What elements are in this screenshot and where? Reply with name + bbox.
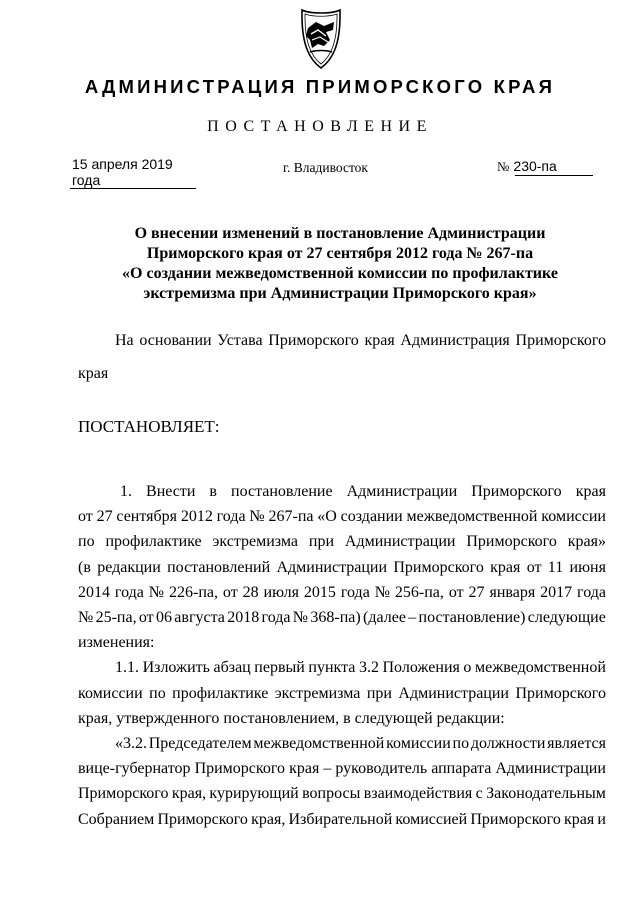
body-word: 256-па, bbox=[394, 583, 444, 601]
body-word: Приморского bbox=[470, 810, 561, 828]
body-word: Администрации bbox=[495, 760, 606, 778]
body-word: края bbox=[575, 483, 606, 500]
body-word: руководитель bbox=[335, 760, 428, 778]
body-word: Администрации bbox=[276, 558, 388, 576]
body-word: Положения bbox=[382, 659, 460, 677]
body-word: Приморского bbox=[194, 760, 286, 778]
body-word: 226-па, bbox=[168, 583, 218, 601]
body-word: в bbox=[209, 483, 217, 500]
body-word: 2012 bbox=[180, 508, 213, 526]
body-word: межведомственной bbox=[406, 508, 538, 526]
body-word: Приморского bbox=[157, 810, 248, 828]
date-underline bbox=[70, 188, 196, 189]
body-word: Председателем bbox=[148, 735, 252, 753]
document-date bbox=[70, 156, 196, 189]
preamble bbox=[78, 330, 606, 385]
date-value: 15 апреля 2019 года bbox=[72, 156, 173, 188]
body-word: 2017 bbox=[540, 583, 573, 601]
body-word: № bbox=[249, 508, 265, 526]
body-word: 2014 bbox=[78, 583, 110, 601]
body-word: Администрации bbox=[398, 684, 509, 702]
body-word: курирующий bbox=[209, 785, 299, 803]
body-word: 267-па bbox=[268, 508, 314, 526]
body-word: от bbox=[78, 508, 93, 526]
body-word: № bbox=[148, 583, 165, 601]
body-word: межведомственной bbox=[474, 659, 606, 677]
body-word: – bbox=[323, 760, 332, 778]
body-word: взаимодействия bbox=[363, 785, 473, 803]
body-word: № bbox=[292, 609, 309, 627]
body-word: года bbox=[577, 583, 606, 601]
body-word: комиссии bbox=[541, 508, 606, 526]
city-name: г. Владивосток bbox=[283, 160, 368, 175]
body-word: «3.2. bbox=[115, 735, 147, 753]
body-word: от bbox=[138, 609, 154, 627]
body-word: января bbox=[489, 583, 536, 601]
body-line bbox=[78, 555, 606, 580]
body-line bbox=[78, 731, 606, 756]
body-line: изменения: bbox=[78, 634, 155, 652]
body-word: по bbox=[78, 533, 95, 551]
title-line: О внесении изменений в постановление Администрации bbox=[134, 225, 546, 242]
body-word: Внести bbox=[146, 483, 196, 500]
title-line: Приморского края от 27 сентября 2012 года № 267-па bbox=[146, 245, 534, 262]
body-word: края bbox=[564, 810, 595, 828]
body-line bbox=[78, 655, 606, 680]
body-line bbox=[78, 504, 606, 529]
body-word: создании bbox=[340, 508, 403, 526]
body-word: года bbox=[216, 508, 246, 526]
body-word: (в bbox=[78, 558, 91, 576]
preamble-word: края bbox=[364, 332, 395, 349]
body-word: 368-па) bbox=[310, 609, 361, 627]
body-word: профилактике bbox=[172, 684, 269, 702]
body-word: 06 bbox=[155, 609, 172, 627]
body-word: года bbox=[114, 583, 144, 601]
body-word: 28 bbox=[242, 583, 259, 601]
body-word: с bbox=[475, 785, 483, 803]
body-word: июня bbox=[569, 558, 606, 576]
body-line bbox=[78, 605, 606, 630]
body-line: края, утвержденного постановлением, в следующей редакции: bbox=[78, 709, 505, 727]
body-word: 3.2 bbox=[358, 659, 379, 677]
body-word: – bbox=[408, 609, 417, 627]
title-line: «О создании межведомственной комиссии по профилактике bbox=[122, 265, 558, 282]
body-word: края, bbox=[171, 785, 207, 803]
preamble-word: Администрация bbox=[400, 332, 510, 349]
body-word: 27 bbox=[96, 508, 113, 526]
body-word: № bbox=[374, 583, 390, 601]
body-word: при bbox=[366, 684, 392, 702]
body-word: 2018 bbox=[227, 609, 260, 627]
preamble-line bbox=[78, 330, 606, 352]
body-word: № bbox=[78, 609, 94, 627]
body-word: первый bbox=[254, 659, 305, 677]
body-word: Приморского bbox=[393, 558, 484, 576]
body-word: от bbox=[448, 583, 464, 601]
preamble-word: Приморского bbox=[268, 332, 359, 349]
body-word: Администрации bbox=[344, 533, 456, 551]
body-word: «О bbox=[317, 508, 337, 526]
body-word: комиссии bbox=[386, 735, 451, 753]
preamble-word: Устава bbox=[217, 332, 263, 349]
body-word: о bbox=[463, 659, 472, 677]
body-word: редакции bbox=[97, 558, 161, 576]
body-word: комиссии bbox=[78, 684, 143, 702]
body-line bbox=[78, 479, 606, 504]
body-word: Приморского bbox=[78, 785, 169, 803]
body-line bbox=[78, 807, 606, 832]
body-word: года bbox=[340, 583, 370, 601]
body-word: 27 bbox=[468, 583, 485, 601]
organization-name: АДМИНИСТРАЦИЯ ПРИМОРСКОГО КРАЯ bbox=[84, 76, 556, 97]
body-word: июля bbox=[263, 583, 299, 601]
body-word: 2015 bbox=[303, 583, 336, 601]
body-word: края bbox=[490, 558, 521, 576]
body-word: при bbox=[308, 533, 335, 551]
body-word: профилактике bbox=[105, 533, 202, 551]
body-word: края bbox=[289, 760, 320, 778]
title-line: экстремизма при Администрации Приморского края» bbox=[143, 285, 537, 302]
body-word: сентября bbox=[116, 508, 178, 526]
body-line bbox=[78, 681, 606, 706]
body-word: является bbox=[547, 735, 606, 753]
body-word: экстремизма bbox=[274, 684, 361, 702]
body-word: постановление bbox=[231, 483, 333, 500]
body-word: вице-губернатор bbox=[78, 760, 191, 778]
body-word: Законодательным bbox=[486, 785, 606, 803]
body-word: по bbox=[452, 735, 470, 753]
document-type: ПОСТАНОВЛЕНИЕ bbox=[207, 118, 433, 135]
number-label: № bbox=[497, 159, 510, 174]
body-word: межведомственной bbox=[253, 735, 385, 753]
number-underline bbox=[515, 175, 593, 176]
body-word: от bbox=[222, 583, 238, 601]
preamble-word: На bbox=[115, 332, 134, 349]
preamble-line: края bbox=[78, 365, 109, 382]
decree-word: ПОСТАНОВЛЯЕТ: bbox=[78, 417, 220, 436]
body-word: комиссией bbox=[395, 810, 468, 828]
body-word: Администрации bbox=[346, 483, 458, 500]
preamble-word: основании bbox=[139, 332, 212, 349]
body-word: (далее bbox=[363, 609, 406, 627]
body-word: 11 bbox=[547, 558, 564, 576]
coat-of-arms-emblem bbox=[296, 6, 346, 70]
preamble-word: Приморского bbox=[515, 332, 606, 349]
body-word: августа bbox=[174, 609, 225, 627]
document-title bbox=[70, 224, 610, 304]
document-number bbox=[497, 158, 597, 176]
body-word: экстремизма bbox=[212, 533, 299, 551]
body-word: пункта bbox=[308, 659, 356, 677]
body-word: Собранием bbox=[78, 810, 155, 828]
number-value: 230-па bbox=[513, 158, 557, 174]
body-word: по bbox=[149, 684, 166, 702]
body-word: Приморского bbox=[466, 533, 557, 551]
body-line bbox=[78, 756, 606, 781]
body-line bbox=[78, 781, 606, 806]
body-word: и bbox=[597, 810, 606, 828]
body-word: края» bbox=[567, 533, 606, 551]
body-word: 1.1. bbox=[115, 659, 139, 677]
body-word: абзац bbox=[213, 659, 251, 677]
body-word: от bbox=[526, 558, 542, 576]
body-word: края, bbox=[251, 810, 286, 828]
body-line bbox=[78, 580, 606, 605]
body-line bbox=[78, 529, 606, 554]
body-word: Изложить bbox=[142, 659, 210, 677]
body-word: Приморского bbox=[515, 684, 606, 702]
body-word: аппарата bbox=[431, 760, 492, 778]
body-word: Приморского bbox=[471, 483, 562, 500]
document-body bbox=[78, 479, 606, 832]
body-word: 25-па, bbox=[95, 609, 137, 627]
body-word: следующие bbox=[527, 609, 606, 627]
body-word: года bbox=[261, 609, 291, 627]
body-word: постановление) bbox=[418, 609, 526, 627]
body-word: Избирательной bbox=[288, 810, 393, 828]
item-number: 1. bbox=[120, 483, 132, 500]
body-word: постановлений bbox=[167, 558, 271, 576]
body-word: вопросы bbox=[302, 785, 361, 803]
body-word: должности bbox=[470, 735, 546, 753]
